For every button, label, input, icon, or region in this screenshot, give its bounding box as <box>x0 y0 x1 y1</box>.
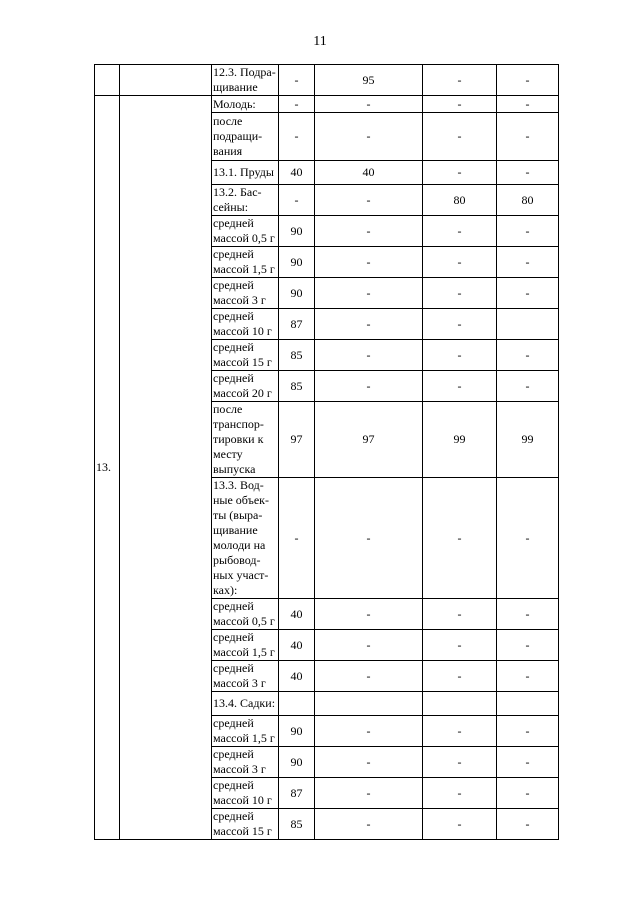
value-cell <box>497 692 559 716</box>
row-label: средней массой 15 г <box>212 809 279 840</box>
value-cell: - <box>315 747 423 778</box>
value-cell: - <box>315 809 423 840</box>
value-cell: 99 <box>423 402 497 478</box>
value-cell: - <box>497 340 559 371</box>
value-cell: 40 <box>279 599 315 630</box>
value-cell: - <box>423 371 497 402</box>
value-cell: - <box>497 778 559 809</box>
value-cell: - <box>315 478 423 599</box>
value-cell: - <box>423 65 497 96</box>
value-cell: - <box>423 478 497 599</box>
value-cell: 90 <box>279 747 315 778</box>
row-label: 12.3. Подра- щивание <box>212 65 279 96</box>
value-cell: - <box>497 716 559 747</box>
value-cell: 40 <box>279 630 315 661</box>
value-cell: 85 <box>279 809 315 840</box>
row-number-cell <box>95 65 120 96</box>
row-label: средней массой 20 г <box>212 371 279 402</box>
section-number: 13. <box>95 96 120 840</box>
value-cell: - <box>497 599 559 630</box>
table-row <box>95 96 559 113</box>
value-cell: - <box>423 747 497 778</box>
value-cell: - <box>423 113 497 161</box>
value-cell: - <box>497 247 559 278</box>
value-cell: - <box>315 778 423 809</box>
value-cell: - <box>315 371 423 402</box>
value-cell: 90 <box>279 247 315 278</box>
value-cell: - <box>497 96 559 113</box>
value-cell: 87 <box>279 778 315 809</box>
row-label: средней массой 0,5 г <box>212 599 279 630</box>
value-cell: - <box>423 809 497 840</box>
row-label: 13.1. Пруды <box>212 161 279 185</box>
value-cell: 80 <box>497 185 559 216</box>
value-cell <box>279 692 315 716</box>
value-cell <box>497 309 559 340</box>
row-label: после транспор- тировки к месту выпуска <box>212 402 279 478</box>
page-number: 11 <box>313 34 327 49</box>
value-cell: 80 <box>423 185 497 216</box>
value-cell: 90 <box>279 716 315 747</box>
blank-cell <box>120 96 212 840</box>
value-cell: - <box>497 747 559 778</box>
value-cell: 85 <box>279 371 315 402</box>
value-cell: - <box>497 478 559 599</box>
value-cell: - <box>497 161 559 185</box>
value-cell: 97 <box>279 402 315 478</box>
value-cell: - <box>497 661 559 692</box>
value-cell: - <box>423 247 497 278</box>
value-cell: 99 <box>497 402 559 478</box>
blank-cell <box>120 65 212 96</box>
value-cell: - <box>423 309 497 340</box>
row-label: средней массой 3 г <box>212 661 279 692</box>
value-cell: - <box>497 113 559 161</box>
value-cell: - <box>423 778 497 809</box>
value-cell: - <box>315 340 423 371</box>
value-cell: - <box>315 185 423 216</box>
value-cell: - <box>279 113 315 161</box>
value-cell: 87 <box>279 309 315 340</box>
row-label: после подращи- вания <box>212 113 279 161</box>
value-cell: - <box>497 630 559 661</box>
value-cell: - <box>423 661 497 692</box>
value-cell: - <box>423 630 497 661</box>
value-cell: - <box>279 96 315 113</box>
value-cell: - <box>423 716 497 747</box>
value-cell: - <box>497 216 559 247</box>
value-cell: - <box>423 599 497 630</box>
row-label: 13.2. Бас- сейны: <box>212 185 279 216</box>
value-cell: - <box>315 716 423 747</box>
value-cell: 97 <box>315 402 423 478</box>
row-label: 13.3. Вод- ные объек- ты (выра- щивание молоди на рыбовод- ных участ- ках): <box>212 478 279 599</box>
value-cell: - <box>423 161 497 185</box>
value-cell: 40 <box>279 161 315 185</box>
row-label: Молодь: <box>212 96 279 113</box>
value-cell: - <box>315 216 423 247</box>
row-label: средней массой 1,5 г <box>212 716 279 747</box>
value-cell: - <box>423 96 497 113</box>
value-cell: - <box>315 630 423 661</box>
value-cell: 90 <box>279 216 315 247</box>
row-label: 13.4. Садки: <box>212 692 279 716</box>
row-label: средней массой 1,5 г <box>212 630 279 661</box>
value-cell <box>315 692 423 716</box>
value-cell: - <box>315 599 423 630</box>
value-cell: 90 <box>279 278 315 309</box>
value-cell: - <box>315 113 423 161</box>
table-body <box>95 65 559 840</box>
row-label: средней массой 10 г <box>212 778 279 809</box>
value-cell: - <box>497 65 559 96</box>
row-label: средней массой 10 г <box>212 309 279 340</box>
row-label: средней массой 0,5 г <box>212 216 279 247</box>
value-cell: - <box>497 809 559 840</box>
value-cell: - <box>423 340 497 371</box>
value-cell: - <box>423 278 497 309</box>
value-cell: - <box>497 371 559 402</box>
value-cell: - <box>315 96 423 113</box>
row-label: средней массой 15 г <box>212 340 279 371</box>
table-row <box>95 65 559 96</box>
value-cell: 85 <box>279 340 315 371</box>
row-label: средней массой 3 г <box>212 278 279 309</box>
value-cell: - <box>315 661 423 692</box>
value-cell: - <box>279 185 315 216</box>
value-cell: 95 <box>315 65 423 96</box>
value-cell: - <box>423 216 497 247</box>
value-cell <box>423 692 497 716</box>
value-cell: - <box>315 309 423 340</box>
value-cell: 40 <box>279 661 315 692</box>
value-cell: - <box>315 278 423 309</box>
row-label: средней массой 1,5 г <box>212 247 279 278</box>
value-cell: - <box>279 65 315 96</box>
value-cell: 40 <box>315 161 423 185</box>
value-cell: - <box>279 478 315 599</box>
value-cell: - <box>315 247 423 278</box>
value-cell: - <box>497 278 559 309</box>
row-label: средней массой 3 г <box>212 747 279 778</box>
data-table <box>94 64 559 840</box>
